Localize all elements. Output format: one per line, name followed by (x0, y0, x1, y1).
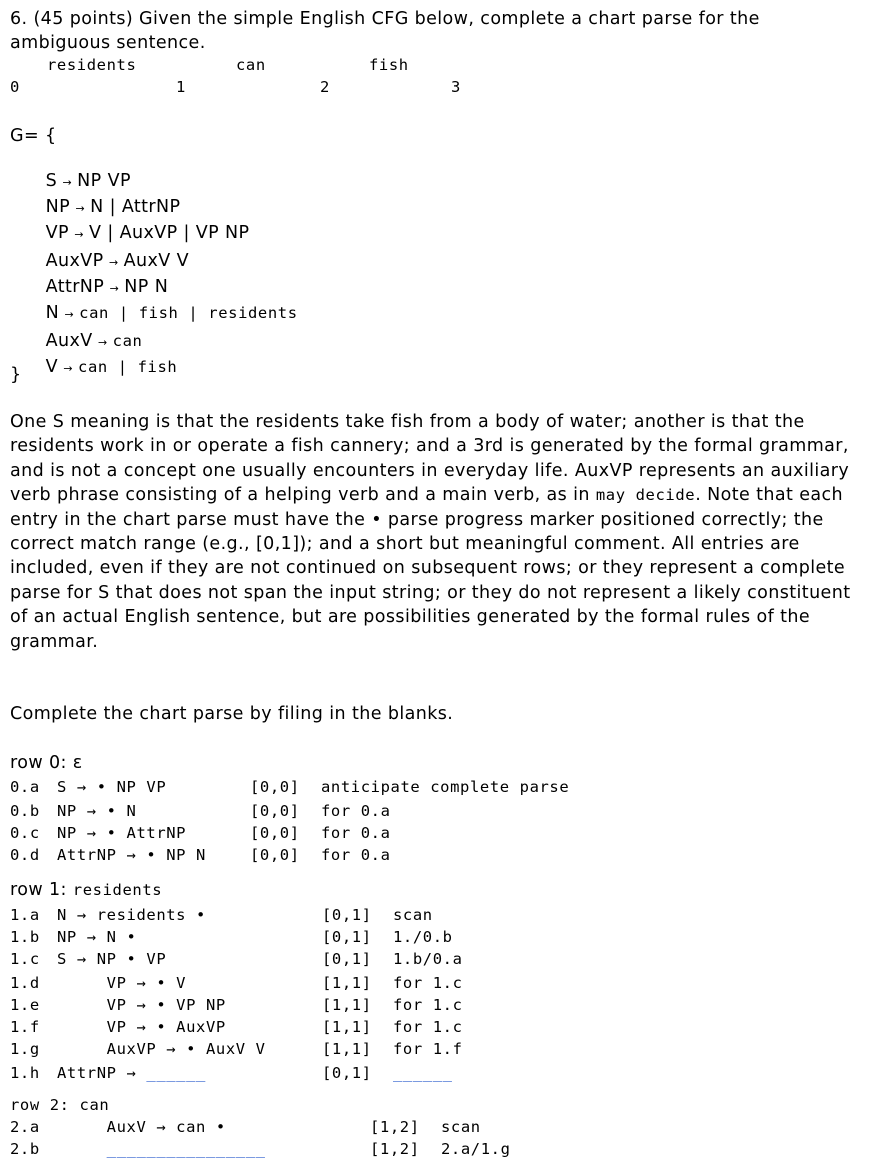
row-0-header: row 0: ε (10, 753, 83, 773)
position-2: 2 (320, 78, 330, 96)
word-fish: fish (369, 56, 409, 74)
grammar-rule: NP → N | AttrNP (45, 197, 181, 217)
instruction: Complete the chart parse by filing in the blanks. (10, 704, 454, 724)
answer-blank[interactable]: ________________ (106, 1140, 266, 1158)
grammar-open: G= { (10, 126, 57, 146)
position-0: 0 (10, 78, 20, 96)
explanation-paragraph: One S meaning is that the residents take fish from a body of water; another is that the residents work in or operate a fish cannery; and a 3rd is generated by the formal grammar, and is not a concept one usually encounters in everyday life. AuxVP represents an auxiliary verb phrase consisting of a helping verb and a main verb, as in may decide. Note that each entry in the chart parse must have the • parse progress marker positioned correctly; the correct match range (e.g., [0,1]); and a short but meaningful comment. All entries are included, even if they are not continued on subsequent rows; or they represent a complete parse for S that does not span the input string; or they do not represent a likely constituent of an actual English sentence, but are possibilities generated by the formal rules of the grammar. (10, 412, 851, 652)
word-can: can (236, 56, 266, 74)
grammar-rule: V → can | fish (45, 357, 178, 377)
grammar-rule: AttrNP → NP N (45, 277, 169, 297)
row-1-header: row 1: residents (10, 880, 163, 900)
arrow-icon: → (63, 362, 73, 375)
question-header: 6. (45 points) Given the simple English CFG below, complete a chart parse for the ambiguous sentence. (10, 9, 760, 53)
arrow-icon: → (98, 336, 108, 349)
answer-blank[interactable]: ______ (146, 1064, 206, 1082)
position-1: 1 (176, 78, 186, 96)
example-phrase: may decide (595, 486, 696, 505)
grammar-rule: VP → V | AuxVP | VP NP (45, 223, 250, 243)
arrow-icon: → (108, 256, 119, 269)
arrow-icon: → (109, 282, 119, 295)
arrow-icon: → (75, 202, 85, 215)
grammar-rule: S → NP VP (45, 171, 131, 191)
grammar-rule: N → can | fish | residents (45, 303, 298, 323)
answer-blank[interactable]: ______ (393, 1064, 453, 1082)
grammar-rule: AuxVP → AuxV V (45, 251, 189, 271)
word-residents: residents (47, 56, 137, 74)
arrow-icon: → (62, 176, 72, 189)
row-2-header: row 2: can (10, 1096, 110, 1114)
arrow-icon: → (64, 308, 74, 321)
position-3: 3 (451, 78, 461, 96)
arrow-icon: → (74, 228, 84, 241)
grammar-rule: AuxV → can (45, 331, 143, 351)
grammar-close: } (10, 365, 22, 385)
